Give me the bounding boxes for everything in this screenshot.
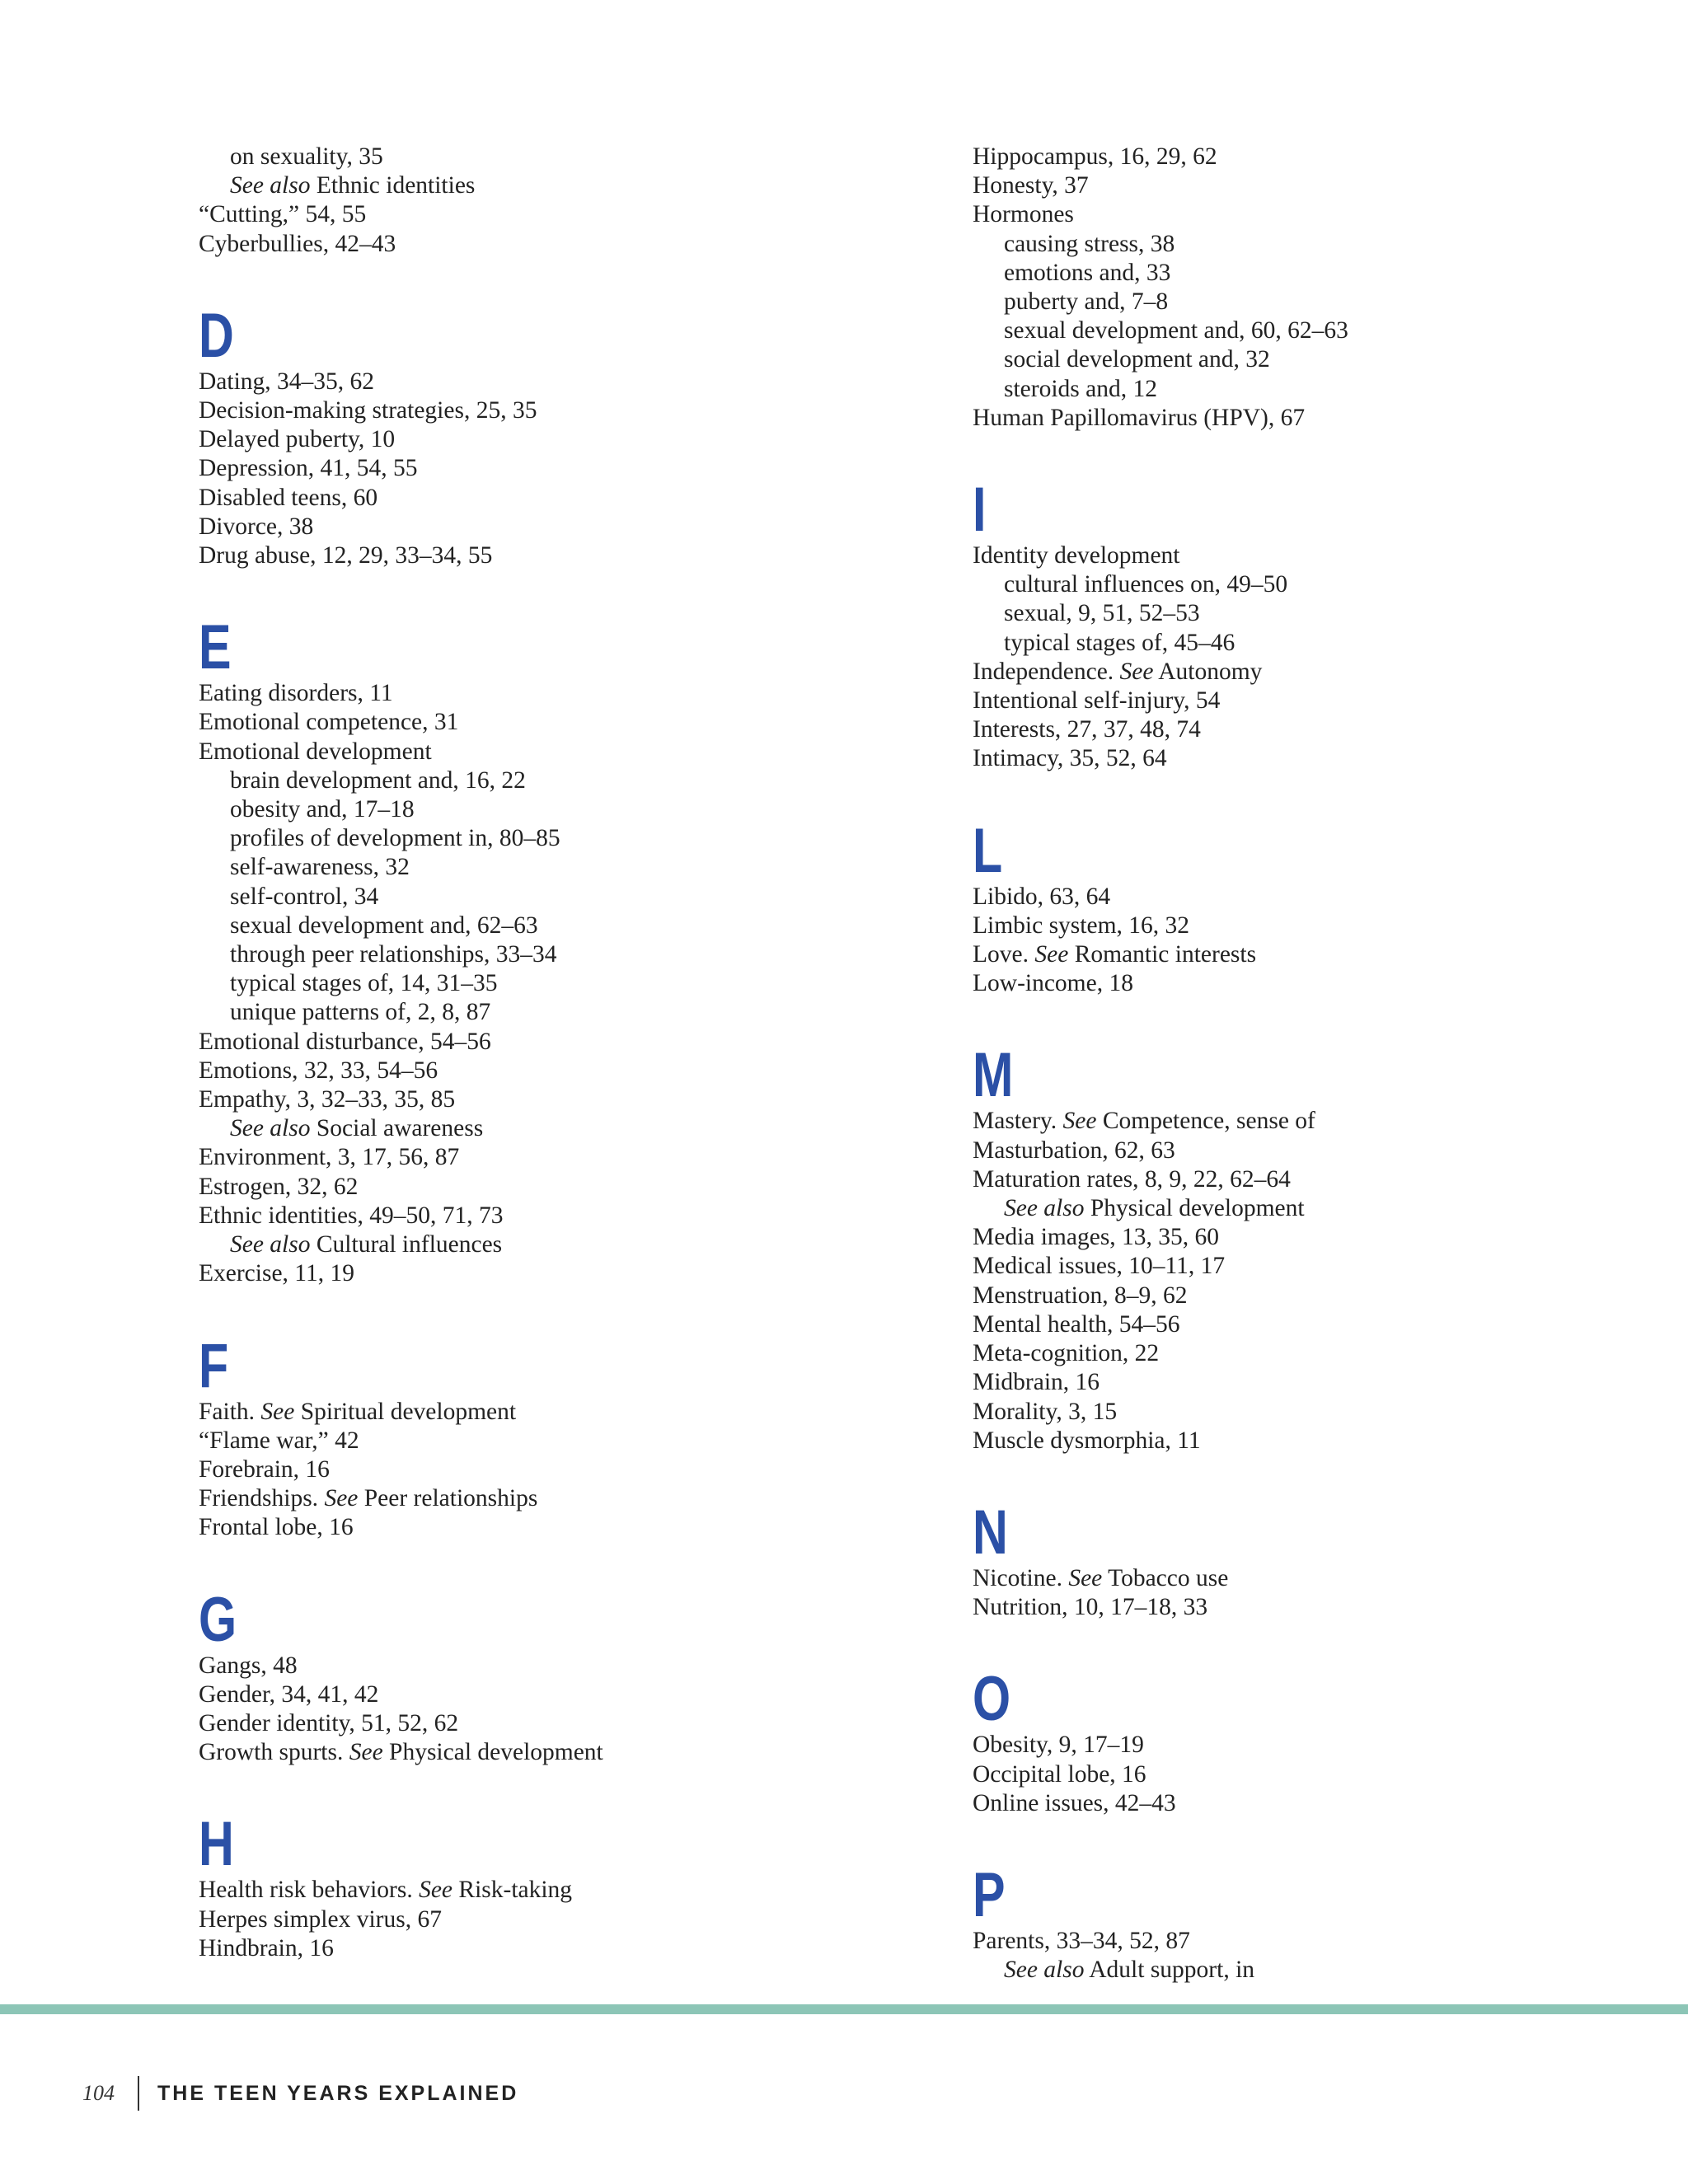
index-subentry xyxy=(199,883,940,912)
entry-text: Obesity, 9, 17–19 xyxy=(973,1732,1144,1759)
index-subentry xyxy=(973,345,1648,374)
index-entry xyxy=(199,1143,940,1172)
see-target: Spiritual development xyxy=(300,1398,517,1425)
entry-text: Libido, 63, 64 xyxy=(973,883,1111,910)
index-subentry xyxy=(973,570,1648,599)
index-entry xyxy=(199,1709,940,1738)
index-section xyxy=(199,1809,940,1963)
index-entry xyxy=(973,1789,1648,1818)
index-entry xyxy=(973,1593,1648,1622)
section-letter: L xyxy=(973,815,1002,886)
index-entry xyxy=(199,679,940,708)
index-entry xyxy=(199,484,940,513)
index-section xyxy=(973,1664,1648,1818)
entry-text: Medical issues, 10–11, 17 xyxy=(973,1253,1226,1280)
entry-term: Friendships. xyxy=(199,1485,319,1512)
index-entry xyxy=(973,1310,1648,1339)
index-entry xyxy=(199,1173,940,1202)
book-title: THE TEEN YEARS EXPLAINED xyxy=(157,2081,519,2105)
index-entry xyxy=(973,1398,1648,1427)
index-entry xyxy=(199,200,940,229)
entry-text: Online issues, 42–43 xyxy=(973,1789,1176,1816)
see-reference: See xyxy=(349,1739,383,1766)
entry-text: emotions and, 33 xyxy=(1004,259,1171,286)
index-subentry xyxy=(199,912,940,940)
index-entry xyxy=(973,1427,1648,1455)
index-subentry xyxy=(973,599,1648,628)
entry-text: steroids and, 12 xyxy=(1004,375,1157,402)
index-entry xyxy=(973,1731,1648,1760)
see-also-reference: See also xyxy=(1004,1957,1085,1984)
index-entry xyxy=(199,1455,940,1484)
index-entry xyxy=(199,1876,940,1905)
index-subentry xyxy=(199,969,940,998)
section-letter: M xyxy=(973,1040,1013,1111)
entry-term: Nicotine. xyxy=(973,1564,1062,1591)
index-subentry xyxy=(973,629,1648,658)
entry-text: Empathy, 3, 32–33, 35, 85 xyxy=(199,1086,456,1113)
see-reference: See xyxy=(1034,941,1069,968)
entry-text: Gangs, 48 xyxy=(199,1652,298,1679)
entry-term: Independence. xyxy=(973,658,1114,685)
see-target: Physical development xyxy=(389,1739,603,1766)
index-subentry xyxy=(199,795,940,824)
index-entry xyxy=(199,1484,940,1513)
index-entry xyxy=(973,1252,1648,1281)
index-section xyxy=(973,143,1648,433)
section-letter: N xyxy=(973,1497,1008,1568)
entry-text: Media images, 13, 35, 60 xyxy=(973,1224,1220,1251)
index-subentry xyxy=(973,230,1648,259)
index-section xyxy=(199,1330,940,1543)
index-entry xyxy=(199,1057,940,1085)
index-entry xyxy=(973,883,1648,912)
section-letter: E xyxy=(199,612,231,683)
entry-text: “Cutting,” 54, 55 xyxy=(199,201,367,228)
entry-term: Love. xyxy=(973,941,1029,968)
entry-text: unique patterns of, 2, 8, 87 xyxy=(230,999,491,1026)
index-column-right xyxy=(973,143,1648,1985)
entry-term: Health risk behaviors. xyxy=(199,1877,413,1904)
entry-text: Interests, 27, 37, 48, 74 xyxy=(973,716,1201,743)
footer-divider xyxy=(138,2076,139,2111)
see-target: Ethnic identities xyxy=(316,172,476,199)
entry-text: profiles of development in, 80–85 xyxy=(230,825,560,852)
index-entry xyxy=(199,1513,940,1542)
entry-text: Intimacy, 35, 52, 64 xyxy=(973,745,1167,772)
index-entry xyxy=(199,1738,940,1767)
entry-text: “Flame war,” 42 xyxy=(199,1427,359,1454)
index-entry xyxy=(973,1137,1648,1165)
page-footer xyxy=(82,2069,518,2118)
index-entry xyxy=(973,744,1648,773)
index-entry xyxy=(973,1760,1648,1789)
index-entry xyxy=(199,1652,940,1680)
index-entry xyxy=(199,1028,940,1057)
see-target: Competence, sense of xyxy=(1102,1108,1315,1135)
see-reference: See xyxy=(419,1877,453,1904)
entry-text: Meta-cognition, 22 xyxy=(973,1340,1160,1367)
entry-text: typical stages of, 14, 31–35 xyxy=(230,970,498,997)
index-subentry xyxy=(973,316,1648,345)
entry-text: Emotional development xyxy=(199,738,432,765)
index-section xyxy=(199,300,940,570)
entry-text: Gender identity, 51, 52, 62 xyxy=(199,1709,459,1736)
index-entry xyxy=(199,1427,940,1455)
see-target: Peer relationships xyxy=(363,1485,538,1512)
index-entry xyxy=(973,969,1648,998)
entry-text: obesity and, 17–18 xyxy=(230,796,415,823)
index-entry xyxy=(973,200,1648,229)
entry-text: Drug abuse, 12, 29, 33–34, 55 xyxy=(199,542,493,569)
section-letter: D xyxy=(199,300,234,371)
index-entry xyxy=(973,1564,1648,1593)
index-entry xyxy=(973,715,1648,744)
entry-text: Frontal lobe, 16 xyxy=(199,1514,354,1541)
index-entry xyxy=(199,1085,940,1114)
index-entry xyxy=(973,541,1648,570)
entry-text: social development and, 32 xyxy=(1004,346,1270,373)
entry-text: through peer relationships, 33–34 xyxy=(230,941,557,968)
see-reference: See xyxy=(260,1398,295,1425)
index-section xyxy=(973,1497,1648,1622)
see-also-reference: See also xyxy=(1004,1195,1085,1222)
index-entry xyxy=(199,1202,940,1230)
see-reference: See xyxy=(1119,658,1154,685)
page-number: 104 xyxy=(82,2081,115,2105)
index-entry xyxy=(199,396,940,425)
index-subentry xyxy=(199,940,940,969)
entry-text: Depression, 41, 54, 55 xyxy=(199,455,418,482)
entry-text: Emotional disturbance, 54–56 xyxy=(199,1028,491,1055)
section-letter: O xyxy=(973,1664,1010,1735)
entry-text: sexual development and, 60, 62–63 xyxy=(1004,317,1348,344)
index-section xyxy=(199,1584,940,1768)
entry-text: Mental health, 54–56 xyxy=(973,1310,1180,1338)
see-target: Romantic interests xyxy=(1074,941,1257,968)
entry-text: Herpes simplex virus, 67 xyxy=(199,1905,442,1933)
entry-text: sexual, 9, 51, 52–53 xyxy=(1004,600,1200,627)
index-entry xyxy=(973,1927,1648,1956)
entry-text: Hormones xyxy=(973,201,1074,228)
entry-text: on sexuality, 35 xyxy=(230,143,383,170)
entry-text: Midbrain, 16 xyxy=(973,1369,1100,1396)
index-entry xyxy=(973,404,1648,433)
entry-text: Decision-making strategies, 25, 35 xyxy=(199,397,537,424)
see-target: Risk-taking xyxy=(458,1877,573,1904)
entry-text: Intentional self-injury, 54 xyxy=(973,687,1221,715)
entry-text: Masturbation, 62, 63 xyxy=(973,1137,1175,1164)
entry-text: Divorce, 38 xyxy=(199,513,314,540)
index-entry xyxy=(199,1934,940,1963)
index-subentry xyxy=(973,259,1648,288)
entry-text: Low-income, 18 xyxy=(973,970,1133,997)
entry-text: typical stages of, 45–46 xyxy=(1004,629,1236,656)
entry-text: Parents, 33–34, 52, 87 xyxy=(973,1927,1190,1954)
entry-text: Hindbrain, 16 xyxy=(199,1934,334,1961)
entry-text: Human Papillomavirus (HPV), 67 xyxy=(973,404,1306,431)
entry-text: sexual development and, 62–63 xyxy=(230,912,538,939)
entry-text: Forebrain, 16 xyxy=(199,1455,330,1483)
entry-term: Growth spurts. xyxy=(199,1739,344,1766)
entry-text: Dating, 34–35, 62 xyxy=(199,368,375,395)
section-letter: G xyxy=(199,1584,237,1655)
see-reference: See xyxy=(1068,1564,1103,1591)
index-section xyxy=(199,612,940,1288)
entry-term: Mastery. xyxy=(973,1108,1057,1135)
index-subentry xyxy=(973,288,1648,316)
entry-text: causing stress, 38 xyxy=(1004,230,1175,257)
index-entry xyxy=(199,425,940,454)
index-entry xyxy=(973,1165,1648,1194)
see-also-reference: See also xyxy=(230,172,311,199)
index-entry xyxy=(199,368,940,396)
see-target: Tobacco use xyxy=(1108,1564,1229,1591)
see-target: Cultural influences xyxy=(316,1231,503,1258)
index-entry xyxy=(973,1368,1648,1397)
index-subentry xyxy=(199,1230,940,1259)
see-target: Physical development xyxy=(1090,1195,1305,1222)
see-target: Autonomy xyxy=(1158,658,1263,685)
entry-text: Hippocampus, 16, 29, 62 xyxy=(973,143,1217,170)
entry-text: Gender, 34, 41, 42 xyxy=(199,1680,379,1708)
section-letter: H xyxy=(199,1809,234,1880)
index-entry xyxy=(973,940,1648,969)
entry-text: Emotional competence, 31 xyxy=(199,709,459,736)
entry-text: self-awareness, 32 xyxy=(230,854,410,881)
index-entry xyxy=(973,1223,1648,1252)
entry-text: Identity development xyxy=(973,542,1180,569)
see-also-reference: See also xyxy=(230,1115,311,1142)
index-entry xyxy=(199,1680,940,1709)
entry-text: Disabled teens, 60 xyxy=(199,484,378,511)
entry-text: Delayed puberty, 10 xyxy=(199,426,396,453)
index-entry xyxy=(973,171,1648,200)
section-letter: F xyxy=(199,1330,228,1401)
index-section xyxy=(973,1040,1648,1455)
index-section xyxy=(199,143,940,259)
index-entry xyxy=(199,708,940,737)
index-subentry xyxy=(973,1956,1648,1985)
entry-text: Occipital lobe, 16 xyxy=(973,1760,1146,1788)
section-letter: P xyxy=(973,1859,1005,1930)
entry-text: Environment, 3, 17, 56, 87 xyxy=(199,1144,460,1171)
index-subentry xyxy=(199,171,940,200)
entry-text: Ethnic identities, 49–50, 71, 73 xyxy=(199,1202,504,1229)
index-subentry xyxy=(199,766,940,795)
index-subentry xyxy=(973,1194,1648,1223)
index-entry xyxy=(199,1259,940,1288)
entry-text: self-control, 34 xyxy=(230,883,379,910)
index-subentry xyxy=(199,143,940,171)
section-letter: I xyxy=(973,475,986,546)
index-entry xyxy=(973,658,1648,687)
see-reference: See xyxy=(324,1485,359,1512)
index-subentry xyxy=(199,824,940,853)
entry-text: Honesty, 37 xyxy=(973,172,1089,199)
entry-text: puberty and, 7–8 xyxy=(1004,288,1169,316)
index-entry xyxy=(973,1339,1648,1368)
index-entry xyxy=(199,454,940,483)
entry-text: Eating disorders, 11 xyxy=(199,680,393,707)
entry-text: Emotions, 32, 33, 54–56 xyxy=(199,1057,438,1084)
entry-text: Morality, 3, 15 xyxy=(973,1398,1118,1425)
index-entry xyxy=(973,1107,1648,1136)
index-section xyxy=(973,815,1648,999)
index-section xyxy=(973,475,1648,774)
entry-text: Maturation rates, 8, 9, 22, 62–64 xyxy=(973,1165,1291,1193)
index-entry xyxy=(973,912,1648,940)
entry-term: Faith. xyxy=(199,1398,256,1425)
index-subentry xyxy=(973,375,1648,404)
entry-text: Exercise, 11, 19 xyxy=(199,1260,354,1287)
index-entry xyxy=(199,541,940,570)
see-also-reference: See also xyxy=(230,1231,311,1258)
index-column-left xyxy=(199,143,940,1963)
entry-text: Limbic system, 16, 32 xyxy=(973,912,1190,939)
index-entry xyxy=(199,1905,940,1934)
index-section xyxy=(973,1859,1648,1985)
index-subentry xyxy=(199,853,940,882)
index-entry xyxy=(973,687,1648,715)
see-reference: See xyxy=(1062,1108,1097,1135)
entry-text: brain development and, 16, 22 xyxy=(230,766,526,794)
index-subentry xyxy=(199,998,940,1027)
footer-rule xyxy=(0,2004,1688,2014)
index-entry xyxy=(199,513,940,541)
index-entry xyxy=(973,143,1648,171)
index-entry xyxy=(199,738,940,766)
index-subentry xyxy=(199,1114,940,1143)
entry-text: Estrogen, 32, 62 xyxy=(199,1173,359,1200)
see-target: Social awareness xyxy=(316,1115,484,1142)
index-entry xyxy=(199,1398,940,1427)
see-target: Adult support, in xyxy=(1089,1957,1255,1984)
entry-text: Cyberbullies, 42–43 xyxy=(199,230,396,257)
entry-text: Menstruation, 8–9, 62 xyxy=(973,1282,1188,1309)
entry-text: Nutrition, 10, 17–18, 33 xyxy=(973,1594,1208,1621)
entry-text: Muscle dysmorphia, 11 xyxy=(973,1427,1201,1454)
entry-text: cultural influences on, 49–50 xyxy=(1004,571,1288,598)
index-entry xyxy=(199,230,940,259)
index-entry xyxy=(973,1282,1648,1310)
